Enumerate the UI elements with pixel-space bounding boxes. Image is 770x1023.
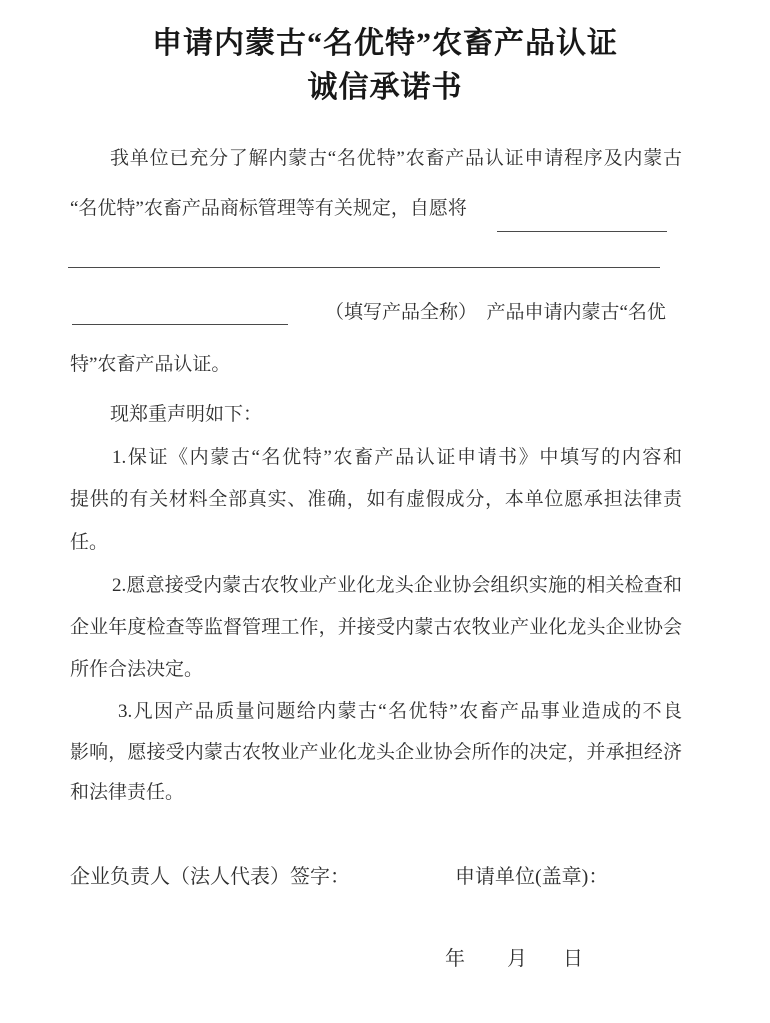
item2-line-3: 所作合法决定。 — [70, 659, 204, 680]
item3-line-3: 和法律责任。 — [70, 782, 185, 803]
intro-line-2: “名优特”农畜产品商标管理等有关规定，自愿将 — [70, 198, 467, 219]
title-line-2: 诚信承诺书 — [307, 71, 463, 104]
product-name-blank-2 — [68, 267, 660, 268]
item3-line-2: 影响，愿接受内蒙古农牧业产业化龙头企业协会所作的决定，并承担经济 — [70, 742, 682, 763]
declaration-intro: 现郑重声明如下： — [110, 404, 263, 425]
product-name-blank-1 — [497, 231, 667, 232]
item2-line-1: 2.愿意接受内蒙古农牧业产业化龙头企业协会组织实施的相关检查和 — [112, 575, 682, 596]
signature-left-label: 企业负责人（法人代表）签字： — [70, 866, 350, 888]
item1-line-3: 任。 — [70, 532, 109, 553]
blank-caption-line: （填写产品全称） 产品申请内蒙古“名优 — [325, 302, 666, 323]
date-month-label: 月 — [507, 948, 527, 970]
item2-line-2: 企业年度检查等监督管理工作，并接受内蒙古农牧业产业化龙头企业协会 — [70, 617, 682, 638]
product-name-blank-3 — [72, 324, 288, 325]
signature-right-label: 申请单位(盖章)： — [455, 866, 609, 888]
item1-line-1: 1.保证《内蒙古“名优特”农畜产品认证申请书》中填写的内容和 — [112, 447, 682, 468]
blank-caption-continuation: 特”农畜产品认证。 — [70, 354, 231, 375]
intro-line-1: 我单位已充分了解内蒙古“名优特”农畜产品认证申请程序及内蒙古 — [110, 148, 682, 169]
title-line-1: 申请内蒙古“名优特”农畜产品认证 — [152, 27, 618, 60]
date-day-label: 日 — [563, 948, 583, 970]
item1-line-2: 提供的有关材料全部真实、准确，如有虚假成分，本单位愿承担法律责 — [70, 489, 682, 510]
item3-line-1: 3.凡因产品质量问题给内蒙古“名优特”农畜产品事业造成的不良 — [118, 701, 682, 722]
date-year-label: 年 — [445, 948, 465, 970]
